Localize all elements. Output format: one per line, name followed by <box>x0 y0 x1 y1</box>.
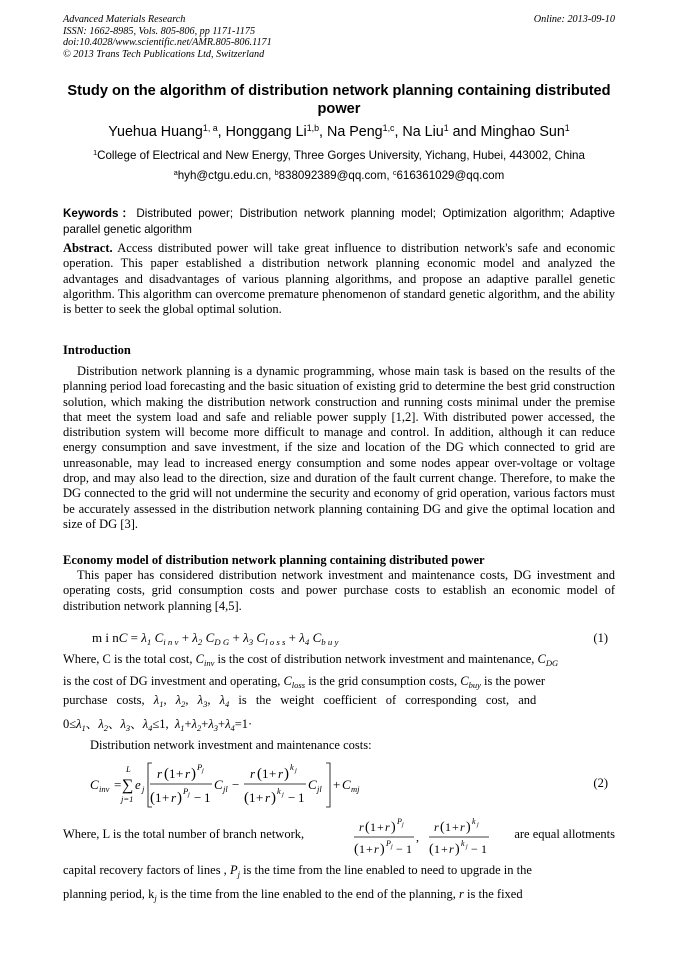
eq-operator: + <box>377 820 384 834</box>
eq-symbol: C <box>460 674 469 688</box>
text-line <box>500 826 615 842</box>
eq-symbol: 1 <box>406 842 412 856</box>
equation-number: (2) <box>593 776 608 790</box>
eq-operator: 、 <box>85 717 99 731</box>
author-sup: 1 <box>564 123 570 134</box>
introduction-paragraph: Distribution network planning is a dynamic programming, whose main task is based on the results of the planning period load forecasting and the basic situation of existing grid to determine the best grid construction solution, which making the distribution network construction and running costs minimal under the premise that meet the system load and safe and reliable power supply [1,2]. With distributed power accessed, the distribution system will become more difficult to manage and control. In addition, although it can reduce energy consumption and save investment, if the size and location of the DG which connected to grid are unreasonable, may lead to increased energy consumption and some nodes appear over-voltage or voltage drop, and may also lead to the direction, size and duration of the fault current change. Therefore, to make the DG connected to the grid will not undermine the security and economy of grid operation, various factors must be accurately assessed in the distribution network planning containing DG and give the optimal location and size of DG [3]. <box>63 364 615 531</box>
eq-symbol: C <box>195 652 204 666</box>
eq-operator: + <box>366 842 373 856</box>
eq-symbol: λ <box>141 630 147 645</box>
eq-sub: 4 <box>304 637 310 648</box>
eq-symbol: r <box>250 766 256 781</box>
eq-sub: 3 <box>248 637 254 648</box>
eq-operator: + <box>181 630 190 645</box>
eq-paren: ( <box>150 790 155 806</box>
eq-paren: ( <box>257 766 262 782</box>
eq-operator: − <box>288 790 296 805</box>
economy-paragraph: This paper has considered distribution network investment and maintenance costs, DG investment and operating costs, grid consumption costs and power purchase costs to establish an economic model of distribution network planning [4,5]. <box>63 568 615 613</box>
eq-symbol: λ <box>243 630 249 645</box>
eq-operator: ≤ <box>152 717 160 731</box>
eq-symbol: e <box>135 777 141 792</box>
eq-paren: ( <box>164 766 169 782</box>
author-name: Na Peng <box>327 124 383 140</box>
eq-symbol: C <box>118 630 128 645</box>
eq-sub: inv <box>203 657 215 668</box>
author-list: Yuehua Huang$^{1, a}$, Honggang Li$^{1,b}$, Na Peng$^{1,c}$, Na Liu$^1$ and Minghao Sun$^1$ <box>108 123 570 140</box>
eq-sub: 1 <box>159 698 164 709</box>
affiliation <box>63 149 615 163</box>
eq-symbol: r <box>385 820 390 834</box>
eq-symbol: 1 <box>249 790 256 805</box>
email-link[interactable]: 616361029@qq.com <box>396 169 505 182</box>
eq-paren: ( <box>354 842 359 857</box>
text-span: capital recovery factors of lines , <box>63 863 227 877</box>
eq-sub: i n v <box>163 637 179 648</box>
eq-sup: P <box>197 762 203 772</box>
eq-operator: + <box>232 630 240 645</box>
eq-symbol: λ <box>175 693 182 707</box>
eq-operator: 、 <box>130 717 143 731</box>
eq-sup: k <box>277 786 281 796</box>
email-sup: b <box>274 168 279 178</box>
equation-number: (1) <box>593 631 608 645</box>
text-span: planning period, <box>63 887 145 901</box>
eq-paren: ) <box>455 842 460 857</box>
text-span: is the weight coefficient of corresponding cost, and <box>238 693 537 707</box>
eq-sub: loss <box>291 679 306 690</box>
eq-symbol: λ <box>120 717 126 731</box>
equation-1 <box>92 630 338 646</box>
email-link[interactable]: 838092389@qq.com, <box>278 169 390 182</box>
eq-paren: ( <box>244 790 249 806</box>
eq-symbol: λ <box>98 717 104 731</box>
doi-line[interactable]: doi:10.4028/www.scientific.net/AMR.805-806.1171 <box>63 37 272 49</box>
eq-symbol: C <box>312 630 322 645</box>
journal-name: Advanced Materials Research <box>63 14 186 25</box>
text-line <box>63 862 615 878</box>
keywords-block <box>63 206 615 237</box>
eq-symbol: 1 <box>204 790 211 805</box>
eq-operator: − <box>396 842 403 856</box>
abstract-text: Access distributed power will take great influence to distribution network's safe and economic operation. This paper established a distribution network planning economic model and analyzed the advantages and disadvantages of various planning algorithms, and propose an adaptive parallel genetic algorithm. This algorithm can overcome premature phenomenon of standard genetic algorithm, and the ability is better to seek the global optimal solution. <box>63 241 616 317</box>
eq-operator: + <box>162 790 170 805</box>
online-date: Online: 2013-09-10 <box>533 14 615 25</box>
author-sup: 1, a <box>202 123 218 134</box>
eq-sup: P <box>386 839 391 848</box>
journal-header <box>63 14 615 60</box>
eq-symbol: k <box>148 887 155 901</box>
eq-symbol: 1 <box>262 766 269 781</box>
abstract-block <box>63 241 615 317</box>
eq-sup: P <box>183 786 189 796</box>
eq-sub: j <box>466 844 468 850</box>
text-span: · <box>248 717 253 731</box>
eq-paren: ) <box>177 790 182 806</box>
abstract-label: Abstract. <box>63 241 113 255</box>
eq-symbol: λ <box>225 717 231 731</box>
eq-operator: + <box>288 630 297 645</box>
text-span: is the cost of distribution network investment and maintenance, <box>217 652 535 666</box>
eq-operator: ≤ <box>69 717 77 731</box>
keywords-text: Distributed power; Distribution network planning model; Optimization algorithm; Adaptive parallel genetic algorithm <box>63 207 615 236</box>
text-line <box>63 692 615 708</box>
eq-min: m i n <box>92 630 119 645</box>
eq-operator: + <box>176 766 184 781</box>
eq-paren: ) <box>191 766 196 782</box>
eq-sub: j <box>237 868 240 879</box>
eq-symbol: r <box>459 887 464 901</box>
capital-recovery-fractions <box>352 815 492 859</box>
copyright-line: © 2013 Trans Tech Publications Ltd, Switzerland <box>63 48 265 60</box>
author-name: Yuehua Huang <box>108 124 203 140</box>
author-name: Honggang Li <box>225 124 307 140</box>
text-span: is the power <box>483 674 546 688</box>
eq-sub: j <box>202 767 204 774</box>
eq-symbol: r <box>359 820 364 834</box>
keywords-label: Keywords： <box>63 207 137 220</box>
eq-sup: k <box>461 839 465 848</box>
eq-operator: + <box>452 820 459 834</box>
eq-symbol: r <box>185 766 191 781</box>
eq-symbol: C <box>342 777 351 792</box>
eq-symbol: λ <box>299 630 305 645</box>
eq-paren: ( <box>440 820 445 835</box>
eq-symbol: 1 <box>169 766 176 781</box>
eq-symbol: C <box>205 630 215 645</box>
eq-operator: 、 <box>107 717 121 731</box>
eq-symbol: C <box>308 777 317 792</box>
author-sup: 1,b <box>306 123 320 134</box>
email-sup: a <box>173 168 178 178</box>
eq-operator: + <box>333 777 341 792</box>
eq-sub: 2 <box>103 722 108 733</box>
eq-sub: b u y <box>321 637 339 648</box>
eq-operator: = <box>234 717 242 731</box>
eq-symbol: P <box>229 863 238 877</box>
eq-sub: j <box>282 791 284 798</box>
eq-sub: 3 <box>125 722 131 733</box>
text-span: are equal allotments <box>514 827 615 841</box>
eq-symbol: λ <box>197 693 204 707</box>
text-span: purchase costs, <box>63 693 145 707</box>
eq-sub: jl <box>317 784 322 794</box>
eq-symbol: 1 <box>359 842 365 856</box>
eq-operator: + <box>201 717 209 731</box>
eq-sub: j <box>391 844 393 850</box>
text-span: , <box>163 693 167 707</box>
text-span: , <box>185 693 189 707</box>
eq-symbol: r <box>434 820 439 834</box>
eq-operator: + <box>256 790 264 805</box>
eq-sub: 2 <box>181 698 186 709</box>
eq-symbol: r <box>265 790 271 805</box>
text-span: is the cost of DG investment and operating, <box>63 674 281 688</box>
eq-operator: − <box>471 842 478 856</box>
eq-sub: D G <box>214 637 230 648</box>
eq-symbol: λ <box>153 693 160 707</box>
eq-sub: 3 <box>213 722 218 733</box>
author-name: Na Liu <box>402 124 444 140</box>
eq-sub: 1 <box>146 637 152 648</box>
affiliation-sup: 1 <box>93 148 98 158</box>
eq-operator: + <box>269 766 277 781</box>
author-name: Minghao Sun <box>480 124 565 140</box>
eq-symbol: C <box>537 652 546 666</box>
eq-sub: l o s s <box>265 637 286 648</box>
email-list <box>63 169 615 183</box>
text-line <box>63 651 615 667</box>
section-heading-introduction: Introduction <box>63 343 131 357</box>
eq-paren: ) <box>271 790 276 806</box>
eq-sub: j <box>477 822 479 828</box>
eq-symbol: λ <box>192 630 198 645</box>
eq-symbol: 1 <box>159 717 166 731</box>
eq-sub: 3 <box>203 698 208 709</box>
text-span: is the fixed <box>467 887 523 901</box>
eq-sub: j=1 <box>121 794 134 804</box>
eq-symbol: λ <box>208 717 214 731</box>
eq-sub: inv <box>99 784 110 794</box>
eq-sub: 1 <box>81 722 86 733</box>
eq-paren: ) <box>284 766 289 782</box>
eq-operator: = <box>130 630 138 645</box>
text-span: Where, L is the total number of branch network, <box>63 827 305 841</box>
eq-sub: j <box>402 822 404 828</box>
eq-paren: ( <box>365 820 370 835</box>
eq-symbol: r <box>171 790 177 805</box>
text-span: , <box>165 717 169 731</box>
eq-symbol: 1 <box>241 717 249 731</box>
eq-operator: + <box>218 717 226 731</box>
email-link[interactable]: hyh@ctgu.edu.cn, <box>177 169 272 182</box>
eq-sub: 4 <box>230 722 235 733</box>
text-line <box>63 886 615 902</box>
eq-sub: 2 <box>197 722 202 733</box>
eq-sub: j <box>142 784 145 794</box>
eq-paren: ( <box>429 842 434 857</box>
eq-symbol: C <box>283 674 292 688</box>
eq-symbol: r <box>278 766 284 781</box>
eq-paren: ) <box>380 842 385 857</box>
section-heading-economy-model: Economy model of distribution network planning containing distributed power <box>63 553 485 567</box>
sum-sign: ∑ <box>122 777 134 794</box>
eq-operator: + <box>184 717 192 731</box>
eq-symbol: λ <box>142 717 149 731</box>
eq-sub: 4 <box>148 722 153 733</box>
eq-symbol: C <box>154 630 164 645</box>
paper-title: Study on the algorithm of distribution network planning containing distributed power <box>67 83 611 117</box>
eq-operator: + <box>441 842 448 856</box>
eq-symbol: λ <box>174 717 181 731</box>
eq-sub: buy <box>468 679 481 690</box>
eq-sub: 4 <box>224 698 230 709</box>
eq-symbol: 1 <box>370 820 376 834</box>
eq-symbol: r <box>157 766 163 781</box>
eq-operator: − <box>194 790 202 805</box>
eq-separator: , <box>416 830 419 844</box>
eq-sub: j <box>188 791 190 798</box>
eq-sub: jl <box>223 784 228 794</box>
eq-symbol: r <box>449 842 454 856</box>
eq-paren: ) <box>391 820 396 835</box>
text-line: Distribution network investment and maintenance costs: <box>90 738 372 752</box>
eq-symbol: λ <box>76 717 82 731</box>
email-sup: c <box>392 168 397 178</box>
eq-symbol: C <box>214 777 223 792</box>
eq-symbol: r <box>374 842 379 856</box>
eq-symbol: C <box>90 777 99 792</box>
author-conjunction: and <box>452 124 477 140</box>
eq-sub: 1 <box>180 722 185 733</box>
eq-symbol: r <box>460 820 465 834</box>
eq-sub: mj <box>351 784 360 794</box>
text-span: is the grid consumption costs, <box>308 674 458 688</box>
eq-sup: P <box>397 817 402 826</box>
eq-operator: − <box>232 777 240 792</box>
eq-paren: ) <box>466 820 471 835</box>
eq-symbol: 1 <box>481 842 487 856</box>
eq-symbol: 1 <box>445 820 451 834</box>
eq-symbol: 0 <box>63 717 70 731</box>
bracket-right <box>326 763 330 807</box>
eq-sup: k <box>290 762 294 772</box>
eq-symbol: λ <box>219 693 225 707</box>
eq-symbol: 1 <box>298 790 305 805</box>
affiliation-text: College of Electrical and New Energy, Three Gorges University, Yichang, Hubei, 443002, China <box>97 149 585 162</box>
eq-sub: j <box>154 892 157 903</box>
text-span: Where, C is the total cost, <box>63 652 193 666</box>
issn-line: ISSN: 1662-8985, Vols. 805-806, pp 1171-1175 <box>63 25 256 37</box>
author-sup: 1,c <box>382 123 395 134</box>
eq-sup: k <box>472 817 476 826</box>
eq-symbol: 1 <box>434 842 440 856</box>
text-line <box>63 716 615 732</box>
text-span: , <box>207 693 211 707</box>
eq-symbol: 1 <box>155 790 162 805</box>
equation-2 <box>90 757 470 811</box>
eq-symbol: C <box>256 630 266 645</box>
eq-sub: j <box>295 767 297 774</box>
eq-operator: = <box>114 777 122 792</box>
text-line <box>63 673 615 689</box>
eq-symbol: λ <box>191 717 198 731</box>
eq-sub: DG <box>545 657 559 668</box>
text-span: is the time from the line enabled to need to upgrade in the <box>243 863 532 877</box>
eq-sub: L <box>126 764 131 774</box>
author-sup: 1 <box>443 123 449 134</box>
text-span: is the time from the line enabled to the end of the planning, <box>159 887 456 901</box>
eq-sub: 2 <box>197 637 203 648</box>
